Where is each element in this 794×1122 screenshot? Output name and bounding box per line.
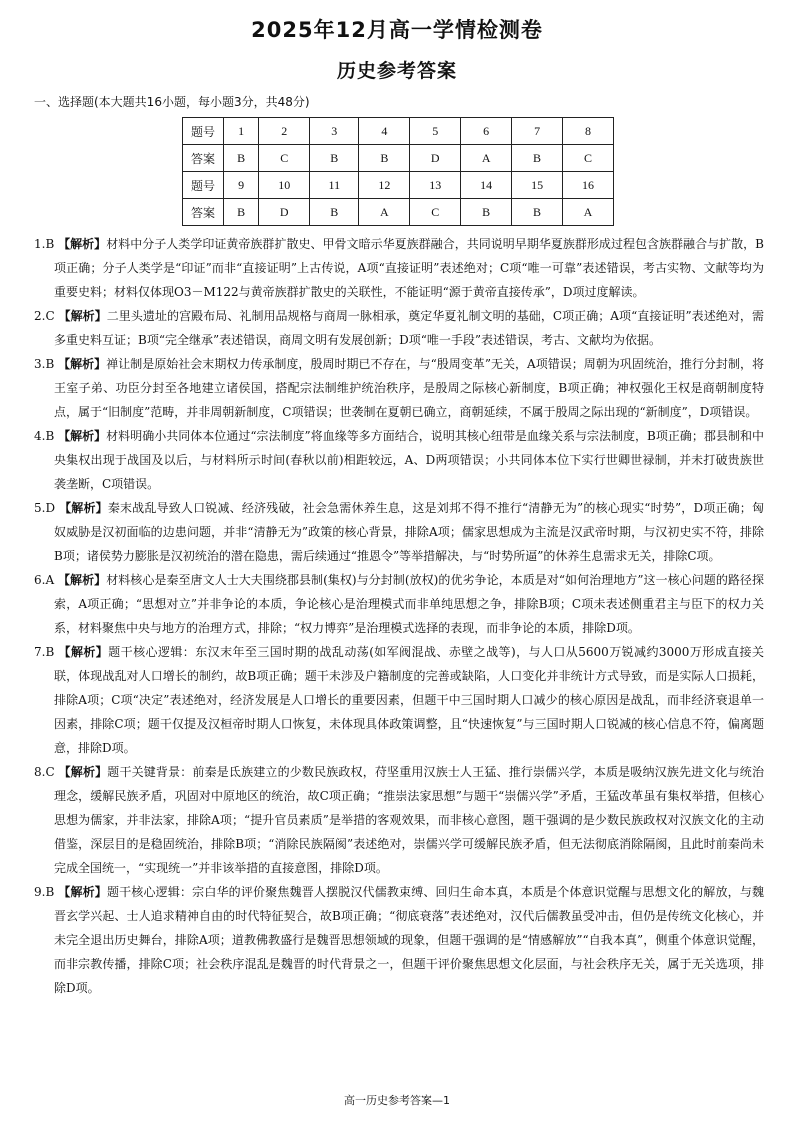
explanation-text: 题干核心逻辑：东汉末年至三国时期的战乱动荡(如军阀混战、赤壁之战等)，与人口从5600万锐减约3000万形成直接关联，体现战乱对人口增长的制约，故B项正确；题干未涉及户籍制度的完善或缺陷，人口变化并非统计方式导致，而是实际人口损耗，排除A项；C项“决定”表述绝对，经济发展是人口增长的重要因素，但题干中三国时期人口减少的核心原因是战乱，而非经济衰退单一因素，排除C项；题干仅提及汉桓帝时期人口恢复，未体现具体政策调整，且“快速恢复”与三国时期人口锐减的核心信息不符，偏离题意，排除D项。 [54,645,764,755]
answer-table-number-row [183,118,614,145]
answer-cell: C [259,145,310,172]
question-number-cell: 15 [512,172,563,199]
question-number-cell: 14 [461,172,512,199]
explanation-text: 材料中分子人类学印证黄帝族群扩散史、甲骨文暗示华夏族群融合，共同说明早期华夏族群形成过程包含族群融合与扩散，B项正确；分子人类学是“印证”而非“直接证明”上古传说，A项“直接证明”表述绝对；C项“唯一可靠”表述错误，考古实物、文献等均为重要史料；材料仅体现O3－M122与黄帝族群扩散史的关联性，不能证明“源于黄帝直接传承”，D项过度解读。 [54,237,764,299]
analysis-tag: 【解析】 [58,645,109,659]
analysis-tag: 【解析】 [59,501,108,515]
answer-cell: A [563,199,614,226]
analysis-tag: 【解析】 [58,765,108,779]
question-explanation [34,496,764,568]
answer-cell: A [461,145,512,172]
question-explanation [34,352,764,424]
explanation-text: 材料核心是秦至唐文人士大夫围绕郡县制(集权)与分封制(放权)的优劣争论，本质是对“如何治理地方”这一核心问题的路径探索，A项正确；“思想对立”并非争论的本质，争论核心是治理模式而非单纯思想之争，排除B项；C项未表述侧重君主与臣下的权力关系，材料聚焦中央与地方的治理方式，排除；“权力博弈”是治理模式选择的表现，而非争论的本质，排除D项。 [54,573,764,635]
explanation-text: 材料明确小共同体本位通过“宗法制度”将血缘等多方面结合，说明其核心纽带是血缘关系与宗法制度，B项正确；郡县制和中央集权出现于战国及以后，与材料所示时间(春秋以前)相距较远，A、D两项错误；小共同体本位下实行世卿世禄制，并未打破贵族世袭垄断，C项错误。 [54,429,764,491]
question-number-cell: 11 [310,172,359,199]
question-number-cell: 6 [461,118,512,145]
page-subtitle: 历史参考答案 [336,60,457,82]
question-explanation [34,232,764,304]
question-label: 6.A [34,573,55,587]
analysis-tag: 【解析】 [58,237,107,251]
question-label: 5.D [34,501,56,515]
explanation-text: 题干关键背景：前秦是氐族建立的少数民族政权，苻坚重用汉族士人王猛、推行崇儒兴学，本质是吸纳汉族先进文化与统治理念，缓解民族矛盾，巩固对中原地区的统治，故C项正确；“推崇法家思想”与题干“崇儒兴学”矛盾，王猛改革虽有集权举措，但核心思想为儒家，并非法家，排除A项；“提升官员素质”是举措的客观效果，而非核心意图，题干强调的是少数民族政权对汉族文化的主动借鉴，深层目的是稳固统治，排除B项；“消除民族隔阂”表述绝对，崇儒兴学可缓解民族矛盾，但无法彻底消除隔阂，且此时前秦尚未完成全国统一，“实现统一”并非该举措的直接意图，排除D项。 [54,765,764,875]
question-label: 3.B [34,357,55,371]
analysis-tag: 【解析】 [58,573,107,587]
answer-cell: B [512,145,563,172]
question-number-cell: 5 [410,118,461,145]
question-number-cell: 16 [563,172,614,199]
explanation-text: 二里头遗址的宫殿布局、礼制用品规格与商周一脉相承，奠定华夏礼制文明的基础，C项正确；A项“直接证明”表述绝对，需多重史料互证；B项“完全继承”表述错误，商周文明有发展创新；D项“唯一手段”表述错误，考古、文献均为依据。 [54,309,764,347]
answer-cell: B [461,199,512,226]
question-label: 7.B [34,645,55,659]
page-footer: 高一历史参考答案—1 [344,1094,450,1107]
question-number-cell: 4 [359,118,410,145]
row-label-number: 题号 [183,172,224,199]
explanation-text: 题干核心逻辑：宗白华的评价聚焦魏晋人摆脱汉代儒教束缚、回归生命本真，本质是个体意识觉醒与思想文化的解放，与魏晋玄学兴起、士人追求精神自由的时代特征契合，故B项正确；“彻底衰落”表述绝对，汉代后儒教虽受冲击，但仍是传统文化核心，并未完全退出历史舞台，排除A项；道教佛教盛行是魏晋思想领域的现象，但题干强调的是“情感解放”“自我本真”，侧重个体意识觉醒，而非宗教传播，排除C项；社会秩序混乱是魏晋的时代背景之一，但题干评价聚焦思想文化层面，与社会秩序无关，属于无关选项，排除D项。 [54,885,764,995]
question-explanation [34,568,764,640]
analysis-tag: 【解析】 [58,885,107,899]
page-title: 2025年12月高一学情检测卷 [251,18,543,42]
analysis-tag: 【解析】 [58,429,107,443]
question-number-cell: 1 [224,118,259,145]
question-number-cell: 2 [259,118,310,145]
answer-cell: D [259,199,310,226]
question-explanation [34,640,764,760]
explanation-text: 秦末战乱导致人口锐减、经济残破，社会急需休养生息，这是刘邦不得不推行“清静无为”的核心现实“时势”，D项正确；匈奴威胁是汉初面临的边患问题，并非“清静无为”政策的核心背景，排除A项；儒家思想成为主流是汉武帝时期，与汉初史实不符，排除B项；诸侯势力膨胀是汉初统治的潜在隐患，需后续通过“推恩令”等举措解决，与“时势所逼”的休养生息需求无关，排除C项。 [54,501,764,563]
row-label-answer: 答案 [183,199,224,226]
answer-cell: B [359,145,410,172]
section-heading: 一、选择题(本大题共16小题，每小题3分，共48分) [34,95,310,109]
question-number-cell: 7 [512,118,563,145]
answer-cell: B [224,199,259,226]
answer-cell: B [310,199,359,226]
question-label: 2.C [34,309,55,323]
analysis-tag: 【解析】 [58,357,107,371]
question-number-cell: 12 [359,172,410,199]
answer-table [182,117,614,226]
answer-cell: C [563,145,614,172]
question-number-cell: 10 [259,172,310,199]
question-explanation [34,760,764,880]
answer-table-answer-row [183,145,614,172]
question-number-cell: 9 [224,172,259,199]
row-label-number: 题号 [183,118,224,145]
explanation-text: 禅让制是原始社会末期权力传承制度，殷周时期已不存在，与“殷周变革”无关，A项错误；周朝为巩固统治，推行分封制，将王室子弟、功臣分封至各地建立诸侯国，搭配宗法制维护统治秩序，是殷周之际核心新制度，B项正确；神权强化王权是商朝制度特点，属于“旧制度”范畴，并非周朝新制度，C项错误；世袭制在夏朝已确立，商朝延续，不属于殷周之际出现的“新制度”，D项错误。 [54,357,764,419]
answer-cell: C [410,199,461,226]
answer-cell: A [359,199,410,226]
question-explanation [34,880,764,1000]
question-label: 1.B [34,237,55,251]
question-label: 8.C [34,765,55,779]
question-label: 4.B [34,429,55,443]
question-list [34,232,764,1000]
answer-cell: B [310,145,359,172]
answer-cell: B [512,199,563,226]
question-number-cell: 13 [410,172,461,199]
answer-table-answer-row [183,199,614,226]
question-label: 9.B [34,885,55,899]
answer-cell: D [410,145,461,172]
row-label-answer: 答案 [183,145,224,172]
question-explanation [34,424,764,496]
question-number-cell: 3 [310,118,359,145]
question-explanation [34,304,764,352]
question-number-cell: 8 [563,118,614,145]
answer-cell: B [224,145,259,172]
answer-table-number-row [183,172,614,199]
analysis-tag: 【解析】 [58,309,107,323]
